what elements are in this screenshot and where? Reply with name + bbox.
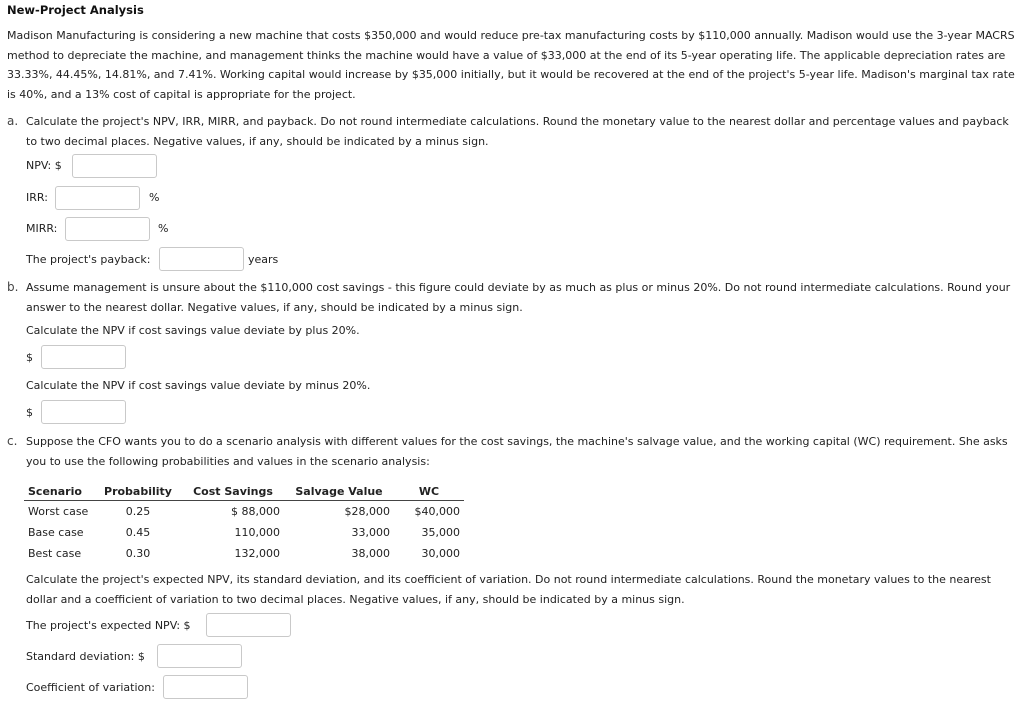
npv-minus-20-input[interactable] [41, 400, 126, 424]
cv-input[interactable] [163, 675, 248, 699]
part-c-letter: c. [7, 434, 18, 448]
plus-20-prompt: Calculate the NPV if cost savings value deviate by plus 20%. [26, 324, 360, 337]
payback-unit: years [248, 253, 279, 266]
part-a-text: Calculate the project's NPV, IRR, MIRR, and payback. Do not round intermediate calculations. Round the monetary value to the nearest dollar and percentage values and payback to two decimal places. Negative values, if any, should be indicated by a minus sign. [26, 115, 1009, 148]
mirr-unit: % [158, 222, 169, 235]
cell-cost-savings: 132,000 [234, 547, 280, 560]
cell-salvage-value: $28,000 [344, 505, 390, 518]
std-dev-input[interactable] [157, 644, 242, 668]
plus-20-currency: $ [26, 351, 33, 364]
part-b-letter: b. [7, 280, 19, 294]
cell-scenario: Best case [28, 547, 82, 560]
minus-20-prompt: Calculate the NPV if cost savings value deviate by minus 20%. [26, 379, 371, 392]
header-scenario: Scenario [24, 482, 94, 501]
cell-probability: 0.30 [125, 547, 151, 560]
part-b-text: Assume management is unsure about the $110,000 cost savings - this figure could deviate by as much as plus or minus 20%. Do not round intermediate calculations. Round your answer to the nearest dollar. Negative values, if any, should be indicated by a minus sign. [26, 281, 1011, 314]
problem-intro: Madison Manufacturing is considering a new machine that costs $350,000 and would reduce pre-tax manufacturing costs by $110,000 annually. Madison would use the 3-year MACRS method to depreciate the machine, and management thinks the machine would have a value of $33,000 at the end of its 5-year operating life. The applicable depreciation rates are 33.33%, 44.45%, 14.81%, and 7.41%. Working capital would increase by $35,000 initially, but it would be recovered at the end of the project's 5-year life. Madison's marginal tax rate is 40%, and a 13% cost of capital is appropriate for the project. [7, 29, 1015, 101]
payback-label: The project's payback: [26, 253, 151, 266]
header-cost-savings: Cost Savings [182, 482, 284, 501]
cell-salvage-value: 33,000 [351, 526, 390, 539]
cell-wc: $40,000 [414, 505, 460, 518]
minus-20-currency: $ [26, 406, 33, 419]
npv-input[interactable] [72, 154, 157, 178]
irr-input[interactable] [55, 186, 140, 210]
mirr-input[interactable] [65, 217, 150, 241]
cv-label: Coefficient of variation: [26, 681, 155, 694]
part-a-letter: a. [7, 114, 19, 128]
cell-salvage-value: 38,000 [351, 547, 390, 560]
cell-cost-savings: $ 88,000 [231, 505, 280, 518]
table-row [24, 543, 464, 564]
table-row [24, 522, 464, 543]
page-title: New-Project Analysis [7, 3, 144, 17]
scenario-table [24, 482, 464, 564]
cell-wc: 35,000 [421, 526, 460, 539]
cell-probability: 0.25 [125, 505, 151, 518]
irr-unit: % [149, 191, 160, 204]
std-dev-label: Standard deviation: $ [26, 650, 145, 663]
part-c-text: Suppose the CFO wants you to do a scenario analysis with different values for the cost savings, the machine's salvage value, and the working capital (WC) requirement. She asks you to use the following probabilities and values in the scenario analysis: [26, 435, 1008, 468]
part-c-instructions: Calculate the project's expected NPV, its standard deviation, and its coefficient of variation. Do not round intermediate calculations. Round the monetary values to the nearest dollar and a coefficient of variation to two decimal places. Negative values, if any, should be indicated by a minus sign. [26, 573, 991, 606]
cell-scenario: Worst case [28, 505, 89, 518]
header-wc: WC [394, 482, 464, 501]
mirr-label: MIRR: [26, 222, 58, 235]
payback-input[interactable] [159, 247, 244, 271]
npv-plus-20-input[interactable] [41, 345, 126, 369]
header-salvage-value: Salvage Value [284, 482, 394, 501]
scenario-table-header [24, 482, 464, 501]
table-row [24, 501, 464, 523]
header-probability: Probability [94, 482, 182, 501]
expected-npv-label: The project's expected NPV: $ [26, 619, 191, 632]
irr-label: IRR: [26, 191, 48, 204]
cell-wc: 30,000 [421, 547, 460, 560]
cell-scenario: Base case [28, 526, 84, 539]
npv-label: NPV: $ [26, 159, 62, 172]
expected-npv-input[interactable] [206, 613, 291, 637]
cell-cost-savings: 110,000 [234, 526, 280, 539]
cell-probability: 0.45 [125, 526, 151, 539]
